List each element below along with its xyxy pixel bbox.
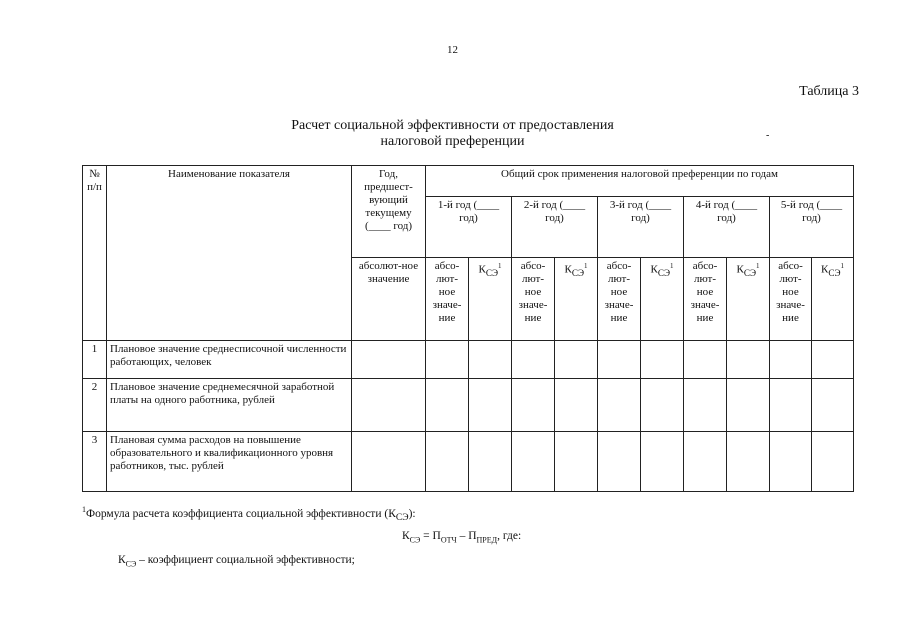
header-abs-y1: абсо-лют-ное значе-ние	[426, 258, 469, 341]
row-name: Плановое значение среднесписочной численности работающих, человек	[107, 341, 352, 379]
header-year-3: 3-й год (____ год)	[598, 197, 684, 258]
empty-cell	[641, 341, 684, 379]
footnote-mark: 1	[82, 505, 86, 514]
empty-cell	[684, 432, 727, 492]
title-line-1: Расчет социальной эффективности от предоставления	[291, 118, 614, 133]
footnote-sub: СЭ	[395, 512, 409, 524]
empty-cell	[352, 432, 426, 492]
empty-cell	[512, 379, 555, 432]
empty-cell	[352, 379, 426, 432]
header-abs-y3: абсо-лют-ное значе-ние	[598, 258, 641, 341]
empty-cell	[812, 432, 854, 492]
empty-cell	[770, 379, 812, 432]
row-name: Плановое значение среднемесячной заработной платы на одного работника, рублей	[107, 379, 352, 432]
empty-cell	[426, 341, 469, 379]
empty-cell	[812, 341, 854, 379]
header-kse-y3: $К_{СЭ}^1$	[641, 258, 684, 341]
empty-cell	[770, 432, 812, 492]
header-abs-y2: абсо-лют-ное значе-ние	[512, 258, 555, 341]
row-num: 1	[83, 341, 107, 379]
header-year-2: 2-й год (____ год)	[512, 197, 598, 258]
definition: $К_{СЭ}$ – коэффициент социальной эффективности;	[118, 554, 355, 569]
empty-cell	[727, 379, 770, 432]
header-kse-y4: $К_{СЭ}^1$	[727, 258, 770, 341]
empty-cell	[727, 432, 770, 492]
empty-cell	[598, 379, 641, 432]
header-year-1: 1-й год (____ год)	[426, 197, 512, 258]
empty-cell	[598, 341, 641, 379]
page-number: 12	[447, 44, 458, 56]
empty-cell	[469, 341, 512, 379]
header-year-4: 4-й год (____ год)	[684, 197, 770, 258]
empty-cell	[641, 379, 684, 432]
empty-cell	[469, 432, 512, 492]
header-year-5: 5-й год (____ год)	[770, 197, 854, 258]
header-abs-y5: абсо-лют-ное значе-ние	[770, 258, 812, 341]
footnote	[82, 505, 416, 523]
empty-cell	[812, 379, 854, 432]
empty-cell	[426, 432, 469, 492]
empty-cell	[555, 379, 598, 432]
footnote-text: Формула расчета коэффициента социальной эффективности (К	[86, 507, 396, 520]
header-name: Наименование показателя	[107, 166, 352, 341]
title-dash: -	[766, 130, 770, 141]
footnote-close: ):	[408, 507, 416, 520]
empty-cell	[555, 432, 598, 492]
empty-cell	[512, 432, 555, 492]
empty-cell	[727, 341, 770, 379]
table-row	[83, 341, 854, 379]
header-abs-value: абсолют-ное значение	[352, 258, 426, 341]
title-line-2: налоговой преференции	[380, 134, 525, 149]
empty-cell	[770, 341, 812, 379]
formula: $К_{СЭ} = П_{ОТЧ} - П_{ПРЕД}$, где:	[402, 530, 522, 545]
table-row	[83, 432, 854, 492]
table-label: Таблица 3	[799, 84, 859, 99]
header-kse-y1: $К_{СЭ}^1$	[469, 258, 512, 341]
header-kse-y5: $К_{СЭ}^1$	[812, 258, 854, 341]
empty-cell	[426, 379, 469, 432]
header-kse-y2: $К_{СЭ}^1$	[555, 258, 598, 341]
row-num: 3	[83, 432, 107, 492]
header-prev-year: Год, предшест-вующий текущему (____ год)	[352, 166, 426, 258]
row-name: Плановая сумма расходов на повышение образовательного и квалификационного уровня работников, тыс. рублей	[107, 432, 352, 492]
empty-cell	[684, 379, 727, 432]
row-num: 2	[83, 379, 107, 432]
efficiency-table	[82, 165, 854, 492]
header-num: № п/п	[83, 166, 107, 341]
header-period: Общий срок применения налоговой преференции по годам	[426, 166, 854, 197]
header-abs-y4: абсо-лют-ное значе-ние	[684, 258, 727, 341]
empty-cell	[352, 341, 426, 379]
empty-cell	[512, 341, 555, 379]
empty-cell	[598, 432, 641, 492]
empty-cell	[469, 379, 512, 432]
empty-cell	[555, 341, 598, 379]
empty-cell	[641, 432, 684, 492]
empty-cell	[684, 341, 727, 379]
table-row	[83, 379, 854, 432]
